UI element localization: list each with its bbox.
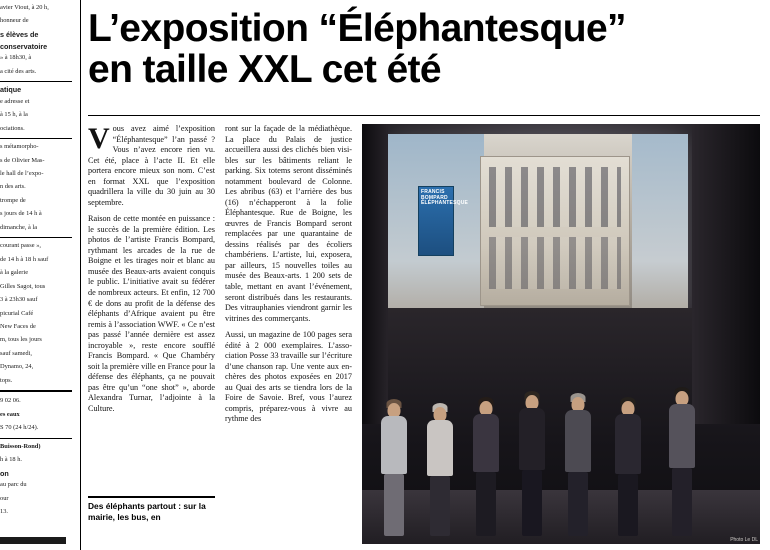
left-item: dimanche, à la bbox=[0, 223, 38, 231]
torso bbox=[473, 414, 499, 472]
left-item: 9 02 06. bbox=[0, 397, 21, 405]
left-item: s élèves de bbox=[0, 29, 39, 39]
headline-line-1: L’exposition “Éléphantesque” bbox=[88, 7, 626, 50]
left-item: avier Viout, à 20 h, bbox=[0, 4, 49, 11]
legs bbox=[522, 470, 542, 536]
page-title bbox=[88, 8, 760, 91]
divider bbox=[0, 138, 72, 139]
stage-floor bbox=[362, 490, 760, 544]
left-item: e adresse et bbox=[0, 97, 30, 105]
left-item: picurial Café bbox=[0, 309, 34, 317]
curtain-right bbox=[692, 124, 760, 424]
left-item: le hall de l’expo- bbox=[0, 170, 44, 177]
left-item: Dynamo, 24, bbox=[0, 363, 34, 371]
left-item: a cité des arts. bbox=[0, 67, 37, 75]
left-item: atique bbox=[0, 85, 22, 95]
legs bbox=[618, 474, 638, 536]
legs bbox=[384, 474, 404, 536]
torso bbox=[669, 404, 695, 468]
paragraph-text: ous avez aimé l’exposition “Éléphantesque” l’an passé ? Vous n’avez encore rien vu. Cet été, place à l’acte II. Et elle portera encore mieux son nom. C’est en format XXL que l’exposition quadrillera la ville du 30 juin au 30 septembre. bbox=[88, 124, 215, 207]
left-item: conservatoire bbox=[0, 41, 48, 51]
torso bbox=[519, 408, 545, 470]
left-item: au parc du bbox=[0, 481, 27, 489]
headline-rule bbox=[88, 115, 760, 116]
sky-right bbox=[632, 134, 688, 316]
divider bbox=[0, 390, 72, 392]
left-item: m, tous les jours bbox=[0, 336, 42, 344]
article-paragraph: Aussi, un magazine de 100 pages sera édité à 2 000 exemplaires. L’association Posse 33 travaille sur l’écriture d’une chanson rap. Une vente aux enchères des photos exposées en 2017 au Quai des arts se tiendra lors de la Foire de Savoie. Bref, vous l’aurez compris, préparez-vous à vivre au rythme des bbox=[225, 330, 352, 424]
left-item: S 70 (24 h/24). bbox=[0, 424, 39, 432]
left-item: h à 18 h. bbox=[0, 456, 23, 464]
left-item: our bbox=[0, 494, 9, 502]
torso bbox=[615, 414, 641, 474]
left-item: 13. bbox=[0, 508, 8, 516]
drop-cap: V bbox=[88, 124, 110, 155]
teaser-box: Des éléphants partout : sur la mairie, les bus, en bbox=[88, 496, 215, 544]
left-item: trompe de bbox=[0, 196, 26, 204]
left-item: à la galerie bbox=[0, 269, 29, 277]
headline-line-2: en taille XXL cet été bbox=[88, 48, 442, 92]
divider bbox=[0, 237, 72, 238]
projection-screen bbox=[388, 134, 688, 316]
left-item: tops. bbox=[0, 376, 13, 384]
left-item: 3 à 23h30 sauf bbox=[0, 296, 38, 304]
left-item: à 15 h, à la bbox=[0, 111, 28, 119]
legs bbox=[430, 476, 450, 536]
left-item: sauf samedi, bbox=[0, 349, 32, 357]
left-item: ociations. bbox=[0, 124, 25, 132]
article-column-2 bbox=[225, 124, 352, 424]
left-item: courant passe », bbox=[0, 242, 41, 250]
left-item: s jours de 14 h à bbox=[0, 210, 42, 218]
left-item: s métamorpho- bbox=[0, 143, 39, 151]
bottom-marker-bar bbox=[0, 537, 66, 544]
article-column-1 bbox=[88, 124, 215, 544]
left-item: New Faces de bbox=[0, 322, 36, 330]
torso bbox=[427, 420, 453, 476]
legs bbox=[672, 468, 692, 536]
legs bbox=[476, 472, 496, 536]
left-item: Buisson-Rond) bbox=[0, 442, 41, 450]
curtain-left bbox=[362, 124, 388, 424]
legs bbox=[568, 472, 588, 536]
left-item: s de Olivier Mas- bbox=[0, 156, 45, 164]
divider bbox=[0, 81, 72, 82]
article-paragraph bbox=[88, 124, 215, 208]
left-item: de 14 h à 18 h sauf bbox=[0, 255, 49, 263]
article-photo bbox=[362, 124, 760, 544]
left-item: » à 18h30, à bbox=[0, 54, 32, 62]
torso bbox=[381, 416, 407, 474]
article-paragraph: Raison de cette montée en puissance : le succès de la première édition. Les photos de l’artiste Francis Bompard, rythmant les arcades de la rue de Boigne et les tirages noir et blanc au musée des Beaux-arts avaient conquis le public. L’initiative avait su fédérer de nombreux acteurs. Et enfin, 12 700 € de dons au profit de la défense des éléphants d’Afrique avaient pu être remis à l’association WWF. « Ce n’est pas passé l’année dernière est assez incroyable », reste encore soufflé Francis Bompard. « Que Chambéry soit la première ville en France pour la défense des éléphants, ça ne pouvait pas être qu’un “one shot” », aborde Alexandra Turnar, l’adjointe à la Culture. bbox=[88, 214, 215, 413]
left-neighbour-column bbox=[0, 0, 78, 550]
left-item: n des arts. bbox=[0, 183, 26, 191]
left-item: es eaux bbox=[0, 410, 20, 418]
building-image bbox=[480, 156, 630, 306]
column-divider bbox=[80, 0, 81, 550]
divider bbox=[0, 438, 72, 439]
article-paragraph: ront sur la façade de la médiathèque. La place du Palais de justice accueillera aussi des clichés bien visibles sur les bâtiments reliant le parking. Six totems seront disséminés notamment boulevard de Colonne. Les abribus (63) et l’arrière des bus (16) n’échapperont à la folie Éléphantesque. Rue de Boigne, les œuvres de Francis Bompard seront remplacées par une quarantaine de dessins réalisés par des écoliers chambériens. L’artiste, lui, exposera, par ailleurs, 15 nouvelles toiles au musée des Beaux-arts. 1 200 sets de table, mettant en avant l’événement, seront distribués dans les restaurants. Des vitrauphanies viendront garnir les vitrines des commerçants. bbox=[225, 124, 352, 323]
torso bbox=[565, 410, 591, 472]
left-item: on bbox=[0, 468, 9, 478]
left-item: honneur de bbox=[0, 17, 29, 25]
left-item: Gilles Sagot, tous bbox=[0, 282, 46, 290]
photo-credit: Photo Le DL bbox=[730, 537, 758, 543]
exhibition-banner: FRANCIS BOMPARD ÉLÉPHANTESQUE bbox=[418, 186, 454, 256]
